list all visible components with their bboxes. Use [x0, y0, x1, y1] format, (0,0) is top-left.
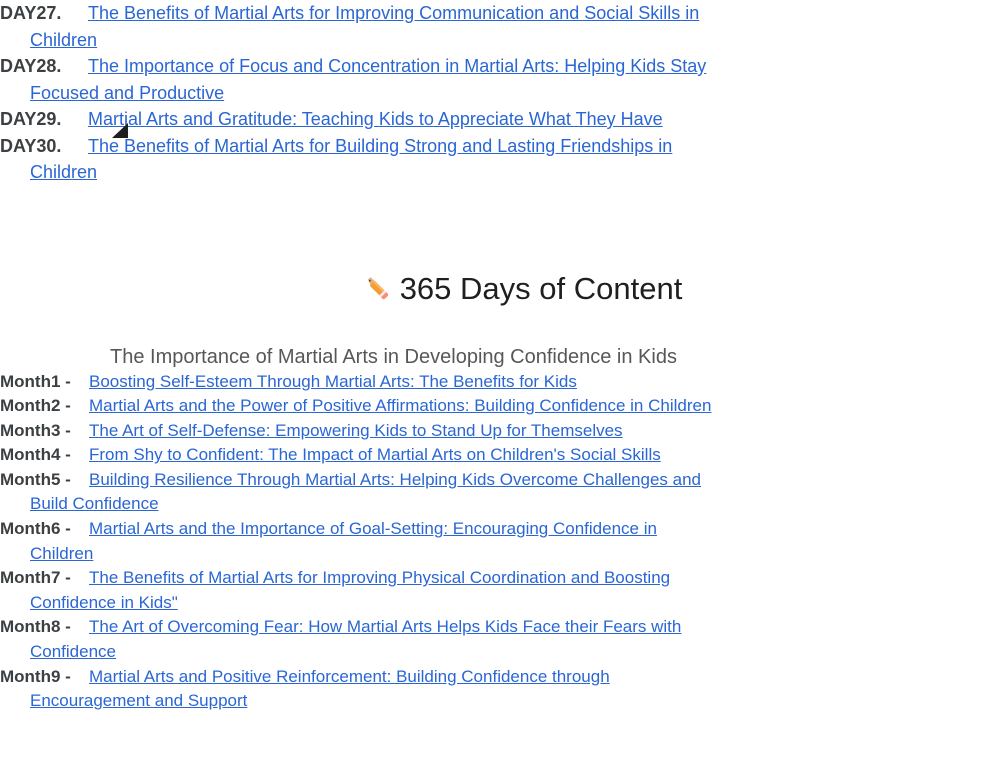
day-list	[0, 0, 714, 186]
month-label: Month9 -	[0, 666, 71, 686]
day-link[interactable]: The Benefits of Martial Arts for Improving Communication and Social Skills in Children	[30, 3, 700, 50]
month-list	[0, 370, 714, 714]
month-link[interactable]: From Shy to Confident: The Impact of Martial Arts on Children's Social Skills	[89, 445, 661, 465]
month-label: Month7 -	[0, 568, 71, 588]
section-subtitle: The Importance of Martial Arts in Developing Confidence in Kids	[110, 345, 677, 368]
list-item-day29	[0, 106, 714, 133]
month-label: Month6 -	[0, 519, 71, 539]
list-item-month6	[0, 517, 714, 566]
month-label: Month3 -	[0, 420, 71, 440]
month-link[interactable]: Martial Arts and Positive Reinforcement: Building Confidence through Encouragement and Support	[30, 666, 610, 711]
month-link[interactable]: The Benefits of Martial Arts for Improving Physical Coordination and Boosting Confidence in Kids"	[30, 568, 671, 612]
month-label: Month1 -	[0, 371, 71, 391]
month-link[interactable]: The Art of Self-Defense: Empowering Kids to Stand Up for Themselves	[89, 420, 623, 440]
day-label: DAY28.	[0, 56, 62, 76]
list-item-month2	[0, 394, 714, 419]
list-item-month4	[0, 443, 714, 468]
month-label: Month4 -	[0, 445, 71, 465]
month-label: Month5 -	[0, 469, 71, 489]
day-label: DAY29.	[0, 109, 62, 129]
day-link[interactable]: Martial Arts and Gratitude: Teaching Kids to Appreciate What They Have	[88, 109, 663, 129]
list-item-day27	[0, 0, 714, 53]
day-label: DAY30.	[0, 135, 62, 156]
list-item-month1	[0, 370, 714, 395]
list-item-month7	[0, 566, 714, 615]
pencil-icon	[362, 273, 392, 303]
day-link[interactable]: The Importance of Focus and Concentration in Martial Arts: Helping Kids Stay Focused and Productive	[30, 56, 707, 103]
month-label: Month2 -	[0, 396, 71, 416]
month-link[interactable]: The Art of Overcoming Fear: How Martial Arts Helps Kids Face their Fears with Confidence	[30, 617, 682, 662]
month-link[interactable]: Boosting Self-Esteem Through Martial Arts: The Benefits for Kids	[89, 371, 577, 391]
list-item-month5	[0, 468, 714, 517]
day-link[interactable]: The Benefits of Martial Arts for Building Strong and Lasting Friendships in Children	[30, 135, 673, 182]
day-label: DAY27.	[0, 3, 62, 23]
list-item-day28	[0, 53, 714, 106]
month-link[interactable]: Martial Arts and the Power of Positive Affirmations: Building Confidence in Children	[89, 396, 712, 416]
page-title	[0, 270, 990, 308]
list-item-month8	[0, 615, 714, 664]
month-link[interactable]: Martial Arts and the Importance of Goal-Setting: Encouraging Confidence in Children	[30, 519, 657, 563]
list-item-day30	[0, 133, 714, 186]
month-link[interactable]: Building Resilience Through Martial Arts: Helping Kids Overcome Challenges and Build Confidence	[30, 469, 701, 514]
month-label: Month8 -	[0, 617, 71, 637]
list-item-month9	[0, 665, 714, 714]
page-title-text: 365 Days of Content	[399, 270, 683, 306]
list-item-month3	[0, 419, 714, 444]
collapse-triangle-icon	[112, 123, 128, 138]
